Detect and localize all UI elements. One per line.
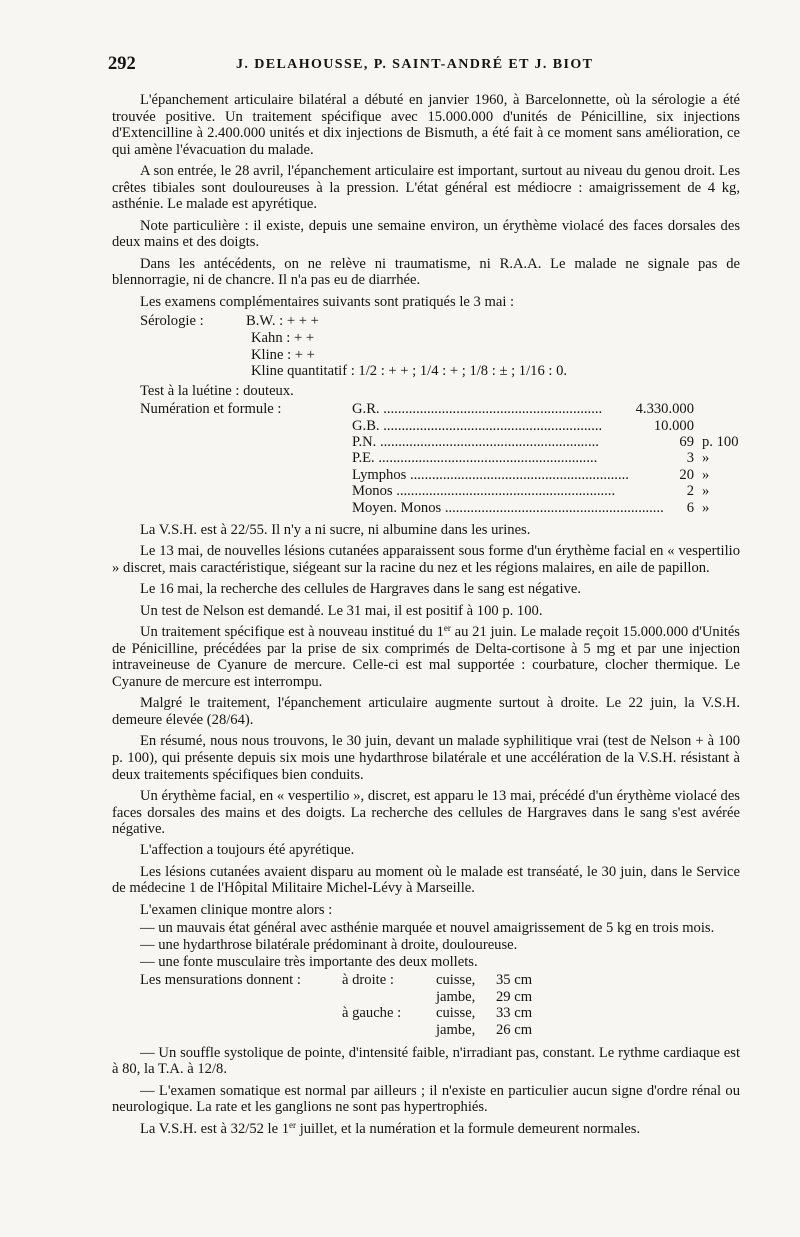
numeration-name	[352, 450, 618, 466]
serology-label: Sérologie :	[140, 313, 204, 330]
numeration-label-cell: Lymphos	[352, 466, 407, 483]
numeration-value: 3	[686, 450, 694, 467]
paragraph: Le 13 mai, de nouvelles lésions cutanées apparaissent sous forme d'un érythème facial en « vespertilio » discret, mais caractéristique, siégeant sur la racine du nez et les régions malaires, en aile de papillon.	[112, 543, 740, 576]
numeration-row	[352, 434, 752, 450]
paragraph: Dans les antécédents, on ne relève ni traumatisme, ni R.A.A. Le malade ne signale pas de blennorragie, ni de chancre. Il n'a pas eu de diarrhée.	[112, 255, 740, 289]
numeration-unit: »	[702, 499, 710, 516]
numeration-unit: p. 100	[702, 434, 739, 451]
numeration-unit: »	[702, 466, 710, 483]
leader-dots: ............................................................	[406, 466, 629, 483]
final-sup: er	[289, 1119, 297, 1130]
paragraph: La V.S.H. est à 22/55. Il n'y a ni sucre, ni albumine dans les urines.	[140, 522, 531, 539]
measurement-value: 35 cm	[496, 972, 533, 989]
measurement-part: jambe,	[436, 1022, 476, 1039]
numeration-unit: »	[702, 483, 710, 500]
measurement-value: 29 cm	[496, 988, 533, 1005]
numeration-label-cell: Monos	[352, 483, 393, 500]
luetine-test: Test à la luétine : douteux.	[140, 382, 294, 399]
paragraph: Le 16 mai, la recherche des cellules de Hargraves dans le sang est négative.	[140, 581, 582, 598]
measurement-value: 26 cm	[496, 1022, 533, 1039]
numeration-label-cell: Moyen. Monos	[352, 499, 442, 516]
measurement-part: cuisse,	[436, 1005, 476, 1022]
numeration-label-cell: G.B.	[352, 417, 380, 434]
numeration-row	[352, 418, 752, 434]
paragraph: L'épanchement articulaire bilatéral a débuté en janvier 1960, à Barcelonnette, où la sérologie a été trouvée positive. Un traitement spécifique avec 15.000.000 d'unités de Pénicilline, six injections d'Extencilline à 2.400.000 unités et dix injections de Bismuth, a été fait à ce moment sans amélioration, ce qui amène l'évacuation du malade.	[112, 92, 740, 158]
numeration-label-cell: G.R.	[352, 401, 380, 418]
numeration-value: 20	[679, 466, 694, 483]
paragraph: — Un souffle systolique de pointe, d'intensité faible, n'irradiant pas, constant. Le rythme cardiaque est à 80, la T.A. à 12/8.	[112, 1044, 740, 1078]
numeration-label-cell: P.N.	[352, 434, 377, 451]
page-number: 292	[108, 54, 136, 74]
numeration-value: 10.000	[653, 417, 694, 434]
numeration-unit: »	[702, 450, 710, 467]
numeration-row	[352, 450, 752, 466]
paragraph: A son entrée, le 28 avril, l'épanchement articulaire est important, surtout au niveau du genou droit. Les crêtes tibiales sont douloureuses à la pression. L'état général est médiocre : amaigrissement de 4 kg, asthénie. Le malade est apyrétique.	[112, 163, 740, 213]
paragraph: Les examens complémentaires suivants sont pratiqués le 3 mai :	[140, 293, 515, 310]
measurement-part: jambe,	[436, 988, 476, 1005]
numeration-row	[352, 467, 752, 483]
numeration-label-cell: P.E.	[352, 450, 375, 467]
page-header	[108, 54, 740, 78]
numeration-row	[352, 483, 752, 499]
measurements-label: Les mensurations donnent :	[140, 972, 301, 989]
numeration-table	[352, 401, 752, 516]
paragraph: Note particulière : il existe, depuis une semaine environ, un érythème violacé des faces dorsales des deux mains et des doigts.	[112, 217, 740, 251]
serology-kahn: Kahn : + +	[251, 329, 315, 346]
numeration-value: 69	[679, 434, 694, 451]
numeration-name	[352, 434, 618, 450]
serology-kline: Kline : + +	[251, 346, 315, 363]
leader-dots: ............................................................	[376, 434, 599, 451]
final-text-a: La V.S.H. est à 32/52 le 1	[140, 1120, 290, 1137]
leader-dots: ............................................................	[374, 450, 598, 467]
leader-dots: ............................................................	[392, 483, 616, 500]
leader-dots: ............................................................	[441, 499, 664, 516]
exam-item: — un mauvais état général avec asthénie marquée et nouvel amaigrissement de 5 kg en trois mois.	[140, 920, 715, 937]
numeration-value: 4.330.000	[635, 401, 694, 418]
treatment-text-a: Un traitement spécifique est à nouveau institué du 1	[140, 624, 444, 641]
numeration-value: 2	[686, 483, 694, 500]
leader-dots: ............................................................	[379, 401, 603, 418]
numeration-name	[352, 499, 664, 516]
measurement-left-label: à gauche :	[342, 1005, 402, 1022]
numeration-unit	[694, 418, 702, 434]
measurement-right-label: à droite :	[342, 972, 394, 989]
serology-kline-quantitative: Kline quantitatif : 1/2 : + + ; 1/4 : + ; 1/8 : ± ; 1/16 : 0.	[251, 363, 568, 380]
treatment-text-b: au 21 juin. Le malade reçoit 15.000.000 d'Unités de Pénicilline, précédées par la prise de six comprimés de Delta-cortisone à 5 mg et par une injection intraveineuse de Cyanure de mercure. Celle-ci est mal supportée : courbature, clocher thermique. Le Cyanure de mercure est interrompu.	[112, 624, 740, 690]
numeration-name	[352, 466, 629, 483]
exam-item: — une hydarthrose bilatérale prédominant à droite, douloureuse.	[140, 937, 518, 954]
paragraph: Les lésions cutanées avaient disparu au moment où le malade est transéaté, le 30 juin, dans le Service de médecine 1 de l'Hôpital Militaire Michel-Lévy à Marseille.	[112, 863, 740, 897]
numeration-unit	[694, 401, 702, 417]
numeration-name	[352, 483, 618, 499]
treatment-sup: er	[443, 623, 451, 634]
paragraph-treatment	[112, 624, 740, 690]
paragraph: L'affection a toujours été apyrétique.	[140, 842, 355, 859]
serology-block	[112, 313, 740, 399]
leader-dots: ............................................................	[379, 417, 603, 434]
numeration-name	[352, 401, 618, 417]
paragraph: L'examen clinique montre alors :	[140, 901, 333, 918]
serology-bw: B.W. : + + +	[246, 313, 319, 330]
paragraph: Malgré le traitement, l'épanchement articulaire augmente surtout à droite. Le 22 juin, la V.S.H. demeure élevée (28/64).	[112, 695, 740, 728]
paragraph: Un test de Nelson est demandé. Le 31 mai, il est positif à 100 p. 100.	[140, 602, 543, 619]
body-text	[112, 92, 740, 1142]
measurements-block	[112, 972, 740, 1038]
numeration-row	[352, 401, 752, 417]
paragraph-final	[112, 1121, 740, 1138]
running-title: J. DELAHOUSSE, P. SAINT-ANDRÉ ET J. BIOT	[236, 57, 594, 72]
final-text-b: juillet, et la numération et la formule demeurent normales.	[296, 1120, 641, 1137]
paragraph: — L'examen somatique est normal par ailleurs ; il n'existe en particulier aucun signe d'ordre rénal ou neurologique. La rate et les ganglions ne sont pas hypertrophiés.	[112, 1082, 740, 1116]
paragraph: Un érythème facial, en « vespertilio », discret, est apparu le 13 mai, précédé d'un érythème violacé des faces dorsales des mains et des doigts. La recherche des cellules de Hargraves dans le sang s'est avérée négative.	[112, 787, 740, 838]
numeration-block	[112, 401, 740, 516]
measurement-part: cuisse,	[436, 972, 476, 989]
numeration-name	[352, 418, 618, 434]
numeration-row	[352, 500, 752, 516]
paragraph: En résumé, nous nous trouvons, le 30 juin, devant un malade syphilitique vrai (test de Nelson + à 100 p. 100), qui présente depuis six mois une hydarthrose bilatérale et une accélération de la V.S.H. résistant à deux traitements spécifiques bien conduits.	[112, 733, 740, 783]
measurement-value: 33 cm	[496, 1005, 533, 1022]
exam-item: — une fonte musculaire très importante des deux mollets.	[140, 953, 478, 970]
numeration-label: Numération et formule :	[140, 401, 282, 418]
numeration-value: 6	[686, 499, 694, 516]
